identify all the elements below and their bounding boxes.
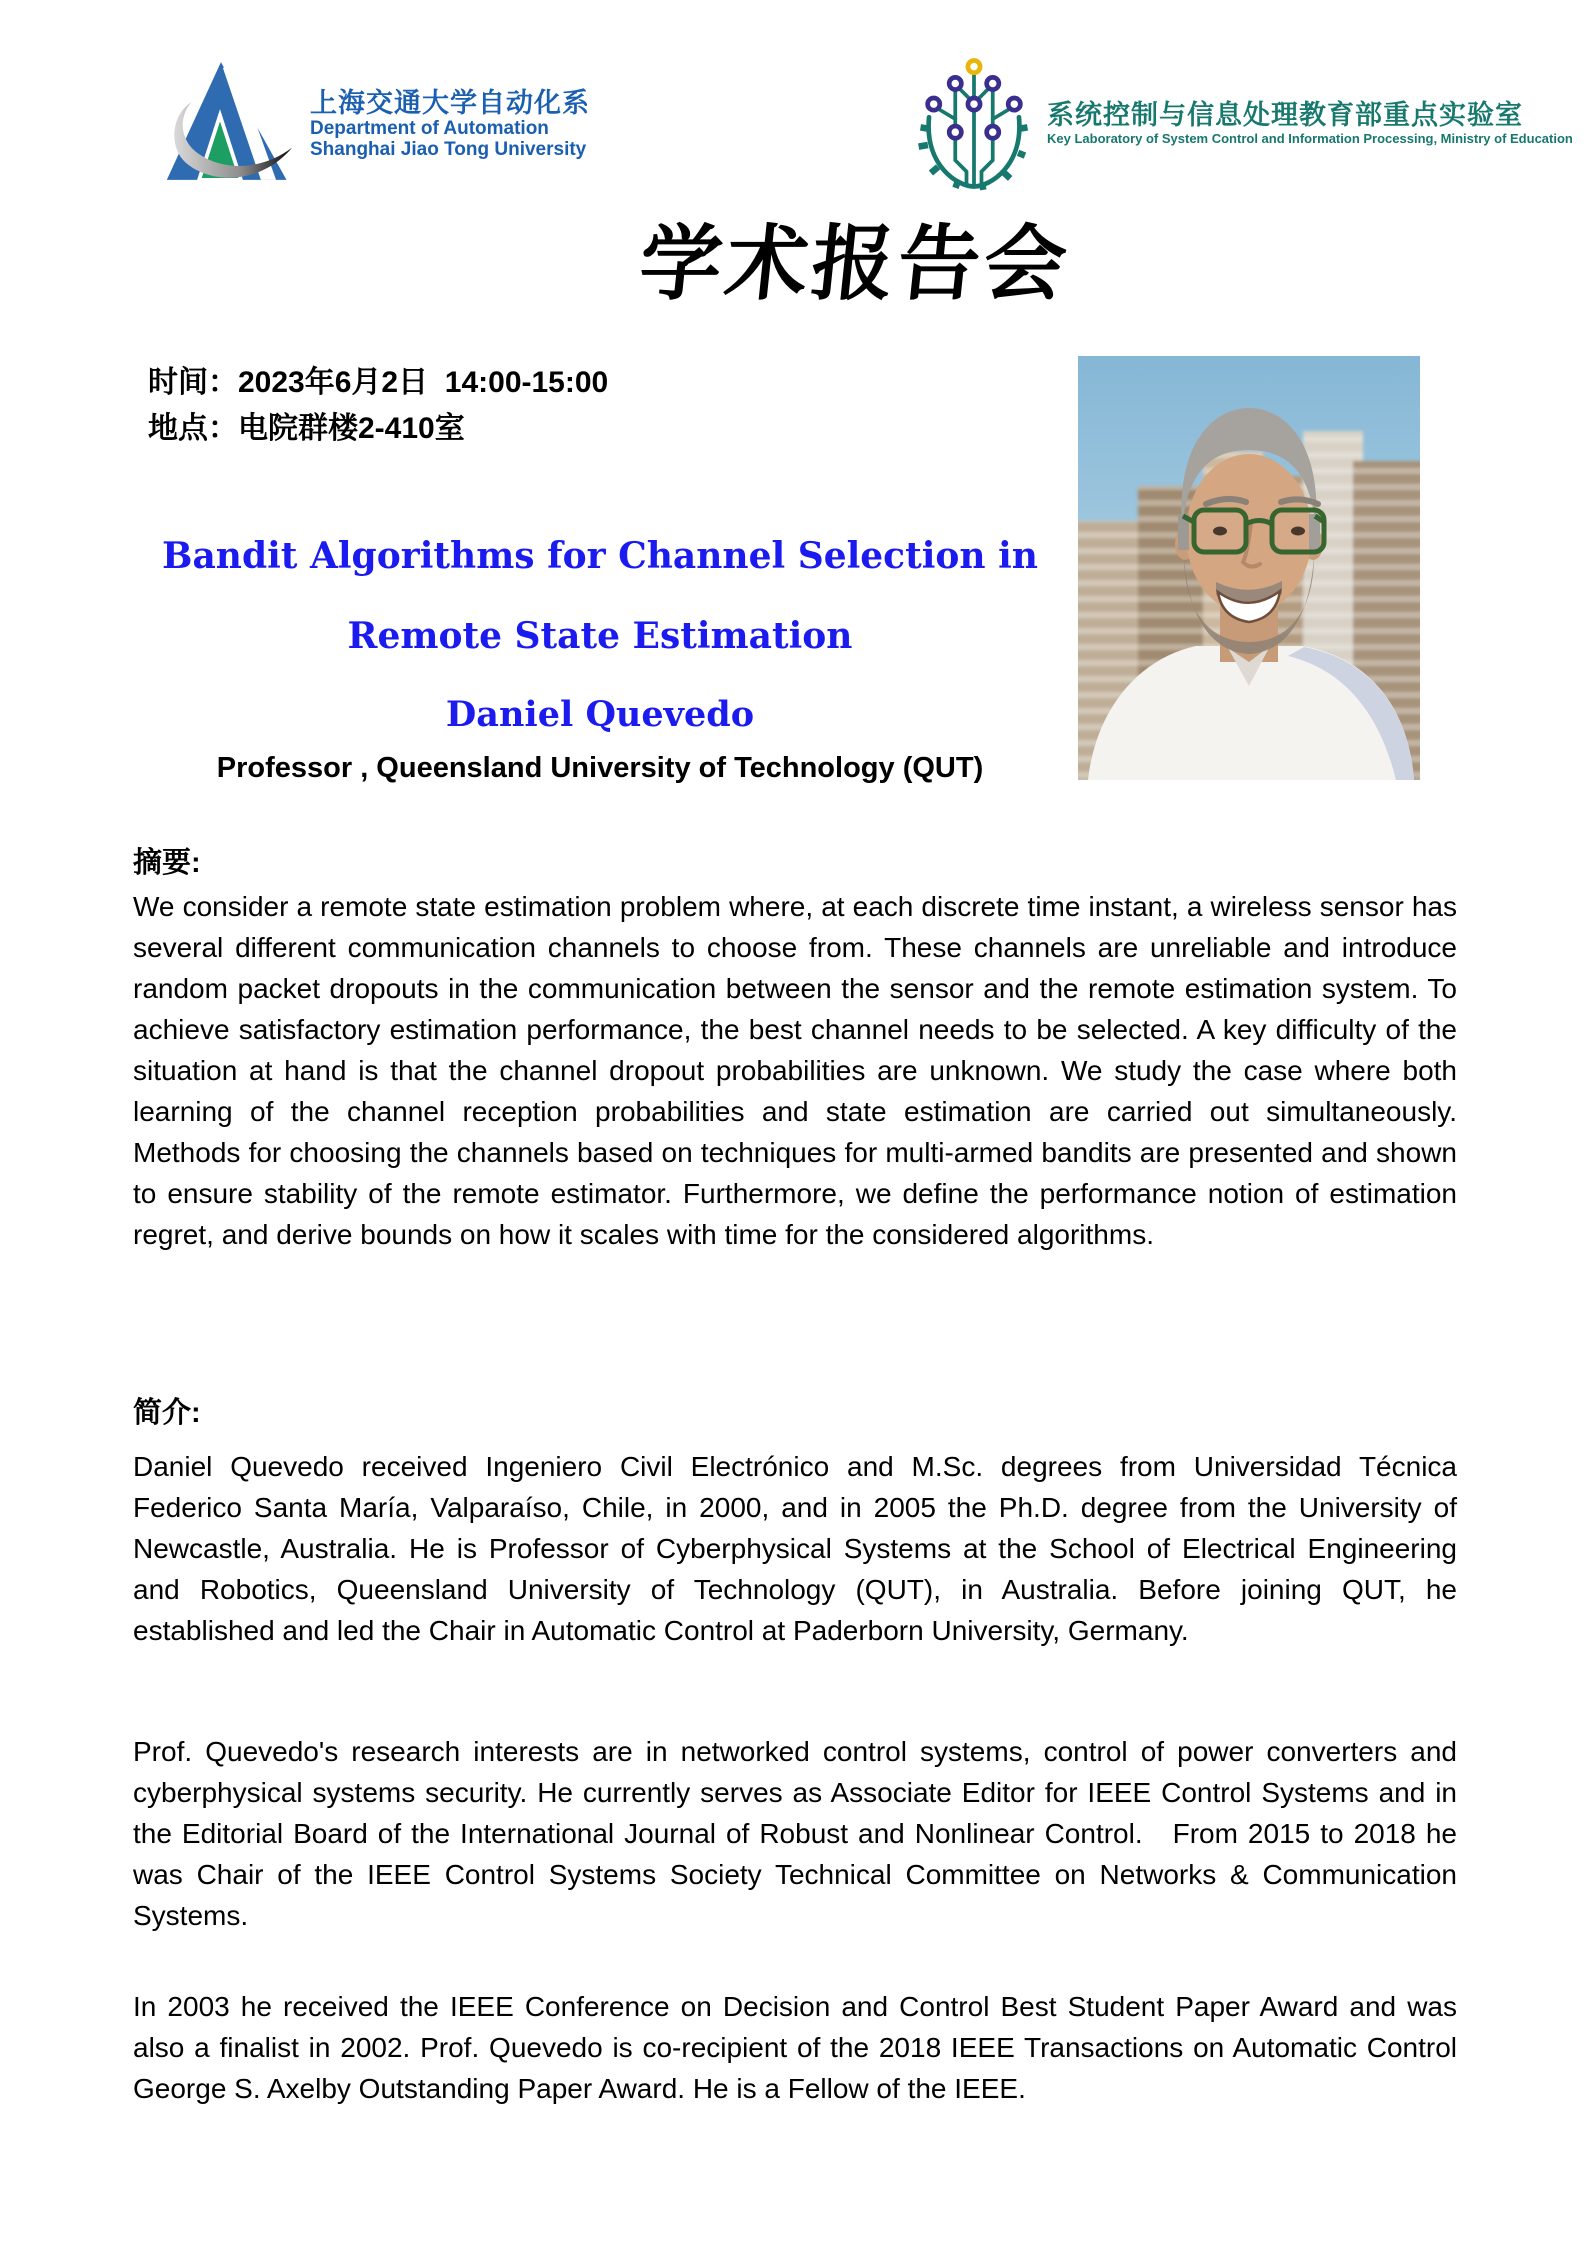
event-location-line [148,406,608,452]
bio-paragraph-2: Prof. Quevedo's research interests are in networked control systems, control of power converters and cyberphysical systems security. He currently serves as Associate Editor for IEEE Control Systems and in the Editorial Board of the International Journal of Robust and Nonlinear Control. From 2015 to 2018 he was Chair of the IEEE Control Systems Society Technical Committee on Networks & Communication Systems. [133,1736,1465,1931]
sjtu-automation-logo [163,58,590,189]
talk-title-line2: Remote State Estimation [347,615,853,657]
sjtu-logo-icon [163,58,296,189]
speaker-affiliation: Professor , Queensland University of Technology (QUT) [216,752,984,784]
time-label: 时间： [148,366,238,399]
time-value: 2023年6月2日 14:00-15:00 [238,366,609,399]
keylab-logo-cn: 系统控制与信息处理教育部重点实验室 [1047,99,1523,130]
keylab-logo-text [1047,99,1573,147]
keylab-logo-en: Key Laboratory of System Control and Information Processing, Ministry of Education [1047,130,1573,146]
abstract-heading: 摘要: [133,847,201,879]
location-label: 地点： [148,412,238,445]
keylab-logo [913,46,1573,199]
sjtu-logo-text [310,88,590,160]
speaker-name: Daniel Quevedo [445,694,755,735]
sjtu-logo-cn: 上海交通大学自动化系 [310,87,590,118]
event-info [148,360,608,452]
location-value: 电院群楼2-410室 [238,412,465,445]
abstract-body: We consider a remote state estimation problem where, at each discrete time instant, a wireless sensor has several different communication channels to choose from. These channels are unreliable and introduce random packet dropouts in the communication between the sensor and the remote estimation system. To achieve satisfactory estimation performance, the best channel needs to be selected. A key difficulty of the situation at hand is that the channel dropout probabilities are unknown. We study the case where both learning of the channel reception probabilities and state estimation are carried out simultaneously. Methods for choosing the channels based on techniques for multi-armed bandits are presented and shown to ensure stability of the remote estimator. Furthermore, we define the performance notion of estimation regret, and derive bounds on how it scales with time for the considered algorithms. [133,891,1465,1250]
bio-paragraph-3: In 2003 he received the IEEE Conference on Decision and Control Best Student Paper Award and was also a finalist in 2002. Prof. Quevedo is co-recipient of the 2018 IEEE Transactions on Automatic Control George S. Axelby Outstanding Paper Award. He is a Fellow of the IEEE. [133,1991,1465,2104]
speaker-photo [1078,356,1420,780]
sjtu-logo-en1: Department of Automation [310,117,549,139]
bio-paragraph-1: Daniel Quevedo received Ingeniero Civil Electrónico and M.Sc. degrees from Universidad Técnica Federico Santa María, Valparaíso, Chile, in 2000, and in 2005 the Ph.D. degree from the University of Newcastle, Australia. He is Professor of Cyberphysical Systems at the School of Electrical Engineering and Robotics, Queensland University of Technology (QUT), in Australia. Before joining QUT, he established and led the Chair in Automatic Control at Paderborn University, Germany. [133,1451,1465,1646]
event-time-line [148,360,608,406]
sjtu-logo-en2: Shanghai Jiao Tong University [310,138,587,160]
bio-heading: 简介: [133,1397,201,1429]
banner-title: 学术报告会 [634,216,1076,312]
talk-title-line1: Bandit Algorithms for Channel Selection in [162,535,1038,577]
keylab-logo-icon [913,46,1035,199]
